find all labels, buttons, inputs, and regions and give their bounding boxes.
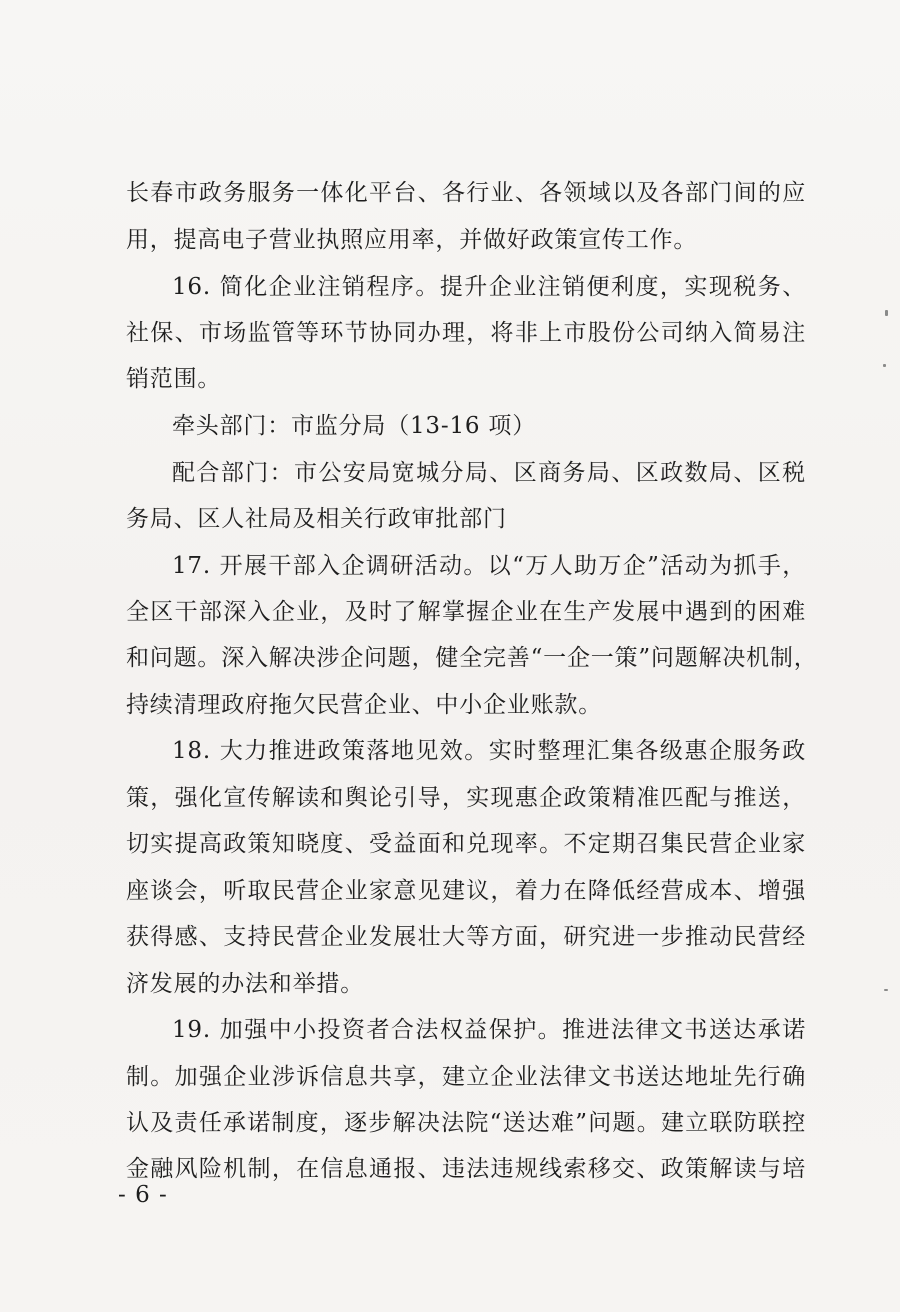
cooperating-department-line: 配合部门：市公安局宽城分局、区商务局、区政数局、区税: [172, 460, 806, 486]
body-text-line: 用，提高电子营业执照应用率，并做好政策宣传工作。: [126, 227, 698, 253]
body-text-line: 持续清理政府拖欠民营企业、中小企业账款。: [126, 692, 602, 718]
body-text-line: 金融风险机制，在信息通报、违法违规线索移交、政策解读与培: [126, 1156, 806, 1182]
scan-speck: [885, 310, 888, 316]
body-text-line: 策，强化宣传解读和舆论引导，实现惠企政策精准匹配与推送，: [126, 785, 806, 811]
lead-department-line: 牵头部门：市监分局（13-16 项）: [172, 413, 537, 439]
paragraph-16-heading: 16. 简化企业注销程序。提升企业注销便利度，实现税务、: [172, 274, 806, 300]
scan-speck: [884, 989, 888, 991]
scan-speck: [883, 364, 886, 367]
body-text-line: 全区干部深入企业，及时了解掌握企业在生产发展中遇到的困难: [126, 599, 806, 625]
body-text-line: 座谈会，听取民营企业家意见建议，着力在降低经营成本、增强: [126, 878, 806, 904]
paragraph-17-heading: 17. 开展干部入企调研活动。以“万人助万企”活动为抓手，: [172, 553, 806, 579]
body-text-line: 销范围。: [126, 366, 222, 392]
body-text-line: 务局、区人社局及相关行政审批部门: [126, 506, 507, 532]
body-text-line: 认及责任承诺制度，逐步解决法院“送达难”问题。建立联防联控: [126, 1110, 806, 1136]
paragraph-19-heading: 19. 加强中小投资者合法权益保护。推进法律文书送达承诺: [172, 1017, 806, 1043]
body-text-line: 获得感、支持民营企业发展壮大等方面，研究进一步推动民营经: [126, 924, 806, 950]
page-number: - 6 -: [118, 1182, 168, 1208]
body-text-line: 长春市政务服务一体化平台、各行业、各领域以及各部门间的应: [126, 180, 806, 206]
paragraph-18-heading: 18. 大力推进政策落地见效。实时整理汇集各级惠企服务政: [172, 738, 806, 764]
body-text-line: 济发展的办法和举措。: [126, 971, 364, 997]
body-text-line: 制。加强企业涉诉信息共享，建立企业法律文书送达地址先行确: [126, 1064, 806, 1090]
body-text-line: 社保、市场监管等环节协同办理，将非上市股份公司纳入简易注: [126, 320, 806, 346]
body-text-line: 和问题。深入解决涉企问题，健全完善“一企一策”问题解决机制，: [126, 645, 818, 671]
body-text-line: 切实提高政策知晓度、受益面和兑现率。不定期召集民营企业家: [126, 831, 806, 857]
